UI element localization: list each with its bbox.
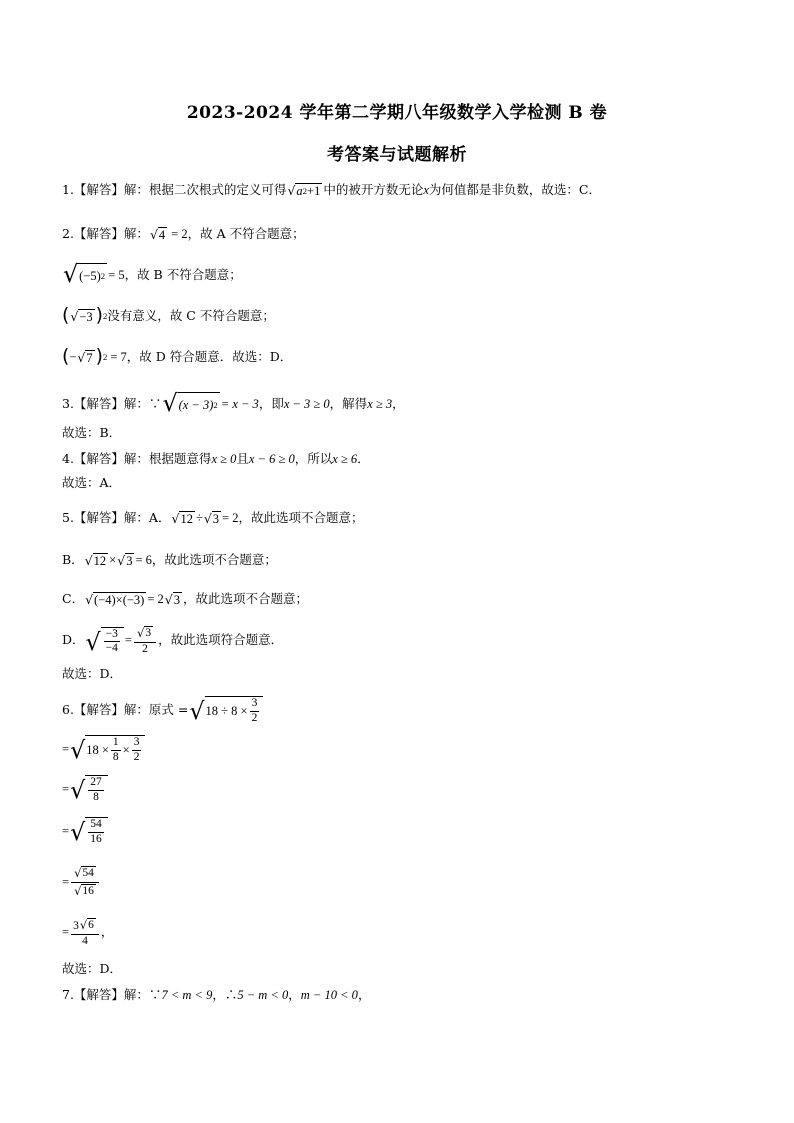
answer-6: 6.【解答】解：原式 = √ 18 ÷ 8 × $\frac{3}{2}$	[62, 696, 264, 724]
answer-4: 4.【解答】解：根据题意得 x ≥ 0 且 x − 6 ≥ 0 ，所以 x ≥ 6 ．	[62, 451, 370, 466]
answer-3: 3.【解答】解：∵ √ (x − 3) 2 = x − 3 ，即 x − 3 ≥ 0 ，解得 x ≥ 3 ，	[62, 389, 405, 417]
radical: √ a 2 +1	[287, 183, 321, 198]
answer-5-c: C． √ (−4)×(−3) = 2 √ 3 ，故此选项不合题意；	[62, 591, 309, 607]
answer-6-step1: = √ 18 × $\frac{1}{8}$ × $\frac{3}{2}$	[62, 735, 146, 763]
answer-6-step4: = √ 54 √ 16	[62, 866, 101, 898]
answer-1: 1.【解答】解：根据二次根式的定义可得 √ a 2 +1 中的被开方数无论 x 为何值都是非负数，故选：C．	[62, 182, 601, 198]
document-title: 2023-2024 学年第二学期八年级数学入学检测 B 卷	[186, 103, 608, 123]
answer-6-step5: = 3 √ 6 4 ，	[62, 918, 114, 947]
answer-4-conclusion: 故选：A．	[62, 475, 122, 490]
answer-3-conclusion: 故选：B．	[62, 425, 122, 440]
answer-2: 2.【解答】解： √ 4 = 2 ，故 A 不符合题意；	[62, 226, 305, 242]
answer-5: 5.【解答】解：A． √ 12 ÷ √ 3 = 2 ，故此选项不合题意；	[62, 510, 364, 526]
document-subtitle: 考答案与试题解析	[327, 145, 467, 165]
answer-6-conclusion: 故选：D．	[62, 961, 123, 976]
answer-2-c: ( √ −3 ) 2 没有意义，故 C 不符合题意；	[62, 305, 275, 326]
answer-6-step2: = √ $\frac{27}{8}$	[62, 775, 109, 803]
answer-2-d: ( − √ 7 ) 2 = 7 ，故 D 符合题意．故选：D．	[62, 346, 293, 367]
answer-7: 7.【解答】解：∵ 7 < m < 9 ，∴ 5 − m < 0 ， m − 10 < 0 ，	[62, 987, 371, 1002]
answer-5-d: D． √ $\frac{-3}{-4}$ = √ 3 2 ，故此选项符合题意．	[62, 626, 284, 656]
answer-6-step3: = √ $\frac{54}{16}$	[62, 817, 109, 845]
answer-5-conclusion: 故选：D．	[62, 666, 123, 681]
answer-2-b: √ (−5) 2 = 5 ，故 B 不符合题意；	[63, 260, 242, 288]
answer-5-b: B． √ 12 × √ 3 = 6 ，故此选项不合题意；	[62, 552, 277, 568]
